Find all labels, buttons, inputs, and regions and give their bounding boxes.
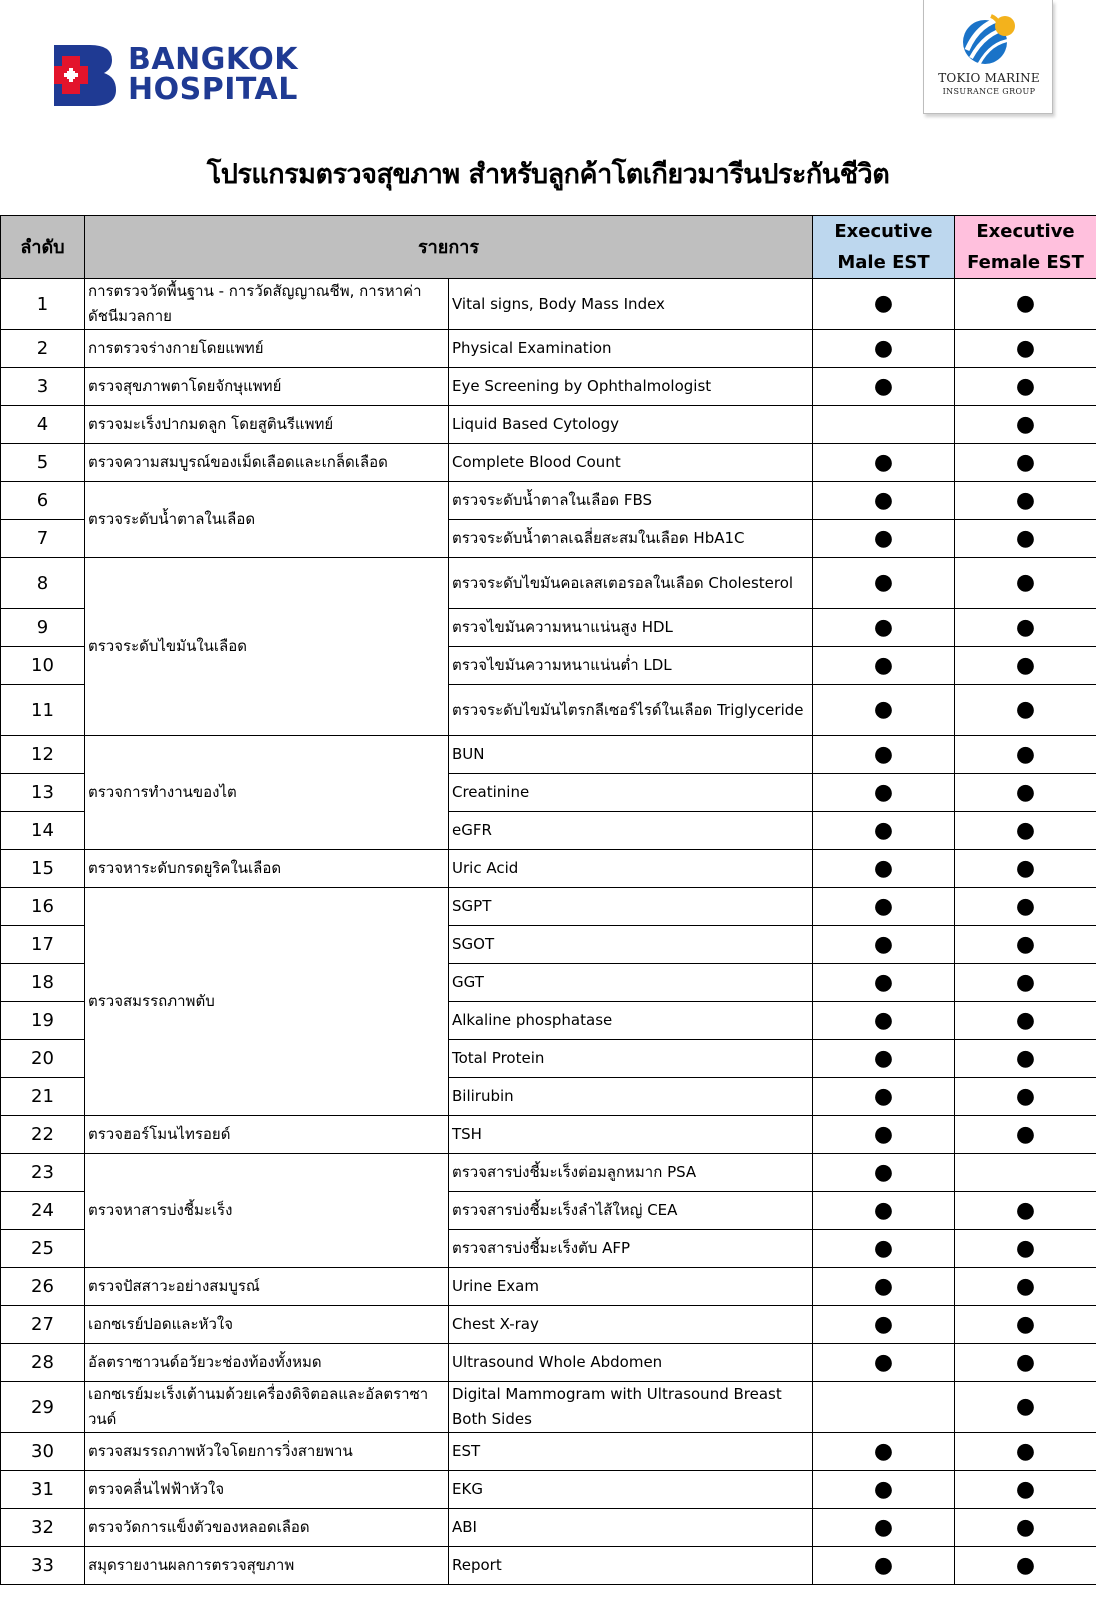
exam-name-thai: สมุดรายงานผลการตรวจสุขภาพ: [85, 1547, 449, 1585]
male-included-cell: [813, 1230, 955, 1268]
table-row: [1, 888, 1096, 926]
included-dot-icon: ●: [873, 1552, 894, 1578]
exam-name-detail: eGFR: [449, 812, 813, 850]
male-included-cell: [813, 1116, 955, 1154]
exam-name-thai: อัลตราซาวนด์อวัยวะช่องท้องทั้งหมด: [85, 1344, 449, 1382]
table-row: [1, 1547, 1096, 1585]
exam-name-detail: ตรวจสารบ่งชี้มะเร็งลำไส้ใหญ่ CEA: [449, 1192, 813, 1230]
included-dot-icon: ●: [1015, 1349, 1036, 1375]
bangkok-hospital-b-icon: [54, 45, 116, 106]
included-dot-icon: ●: [873, 487, 894, 513]
item-number: 23: [1, 1154, 85, 1192]
exam-name-detail: ตรวจระดับไขมันไตรกลีเซอร์ไรด์ในเลือด Triglyceride: [449, 685, 813, 736]
item-number: 21: [1, 1078, 85, 1116]
included-dot-icon: ●: [1015, 969, 1036, 995]
exam-name-thai: ตรวจระดับไขมันในเลือด: [85, 558, 449, 736]
male-included-cell: [813, 520, 955, 558]
item-number: 13: [1, 774, 85, 812]
female-included-cell: [955, 926, 1096, 964]
male-included-cell: [813, 888, 955, 926]
exam-name-detail: Chest X-ray: [449, 1306, 813, 1344]
document-header: [0, 0, 1096, 210]
included-dot-icon: ●: [873, 741, 894, 767]
item-number: 10: [1, 647, 85, 685]
male-included-cell: [813, 736, 955, 774]
exam-name-thai: ตรวจการทำงานของไต: [85, 736, 449, 850]
included-dot-icon: ●: [873, 1476, 894, 1502]
included-dot-icon: ●: [1015, 741, 1036, 767]
table-row: [1, 1382, 1096, 1433]
exam-name-detail: Urine Exam: [449, 1268, 813, 1306]
included-dot-icon: ●: [1015, 931, 1036, 957]
included-dot-icon: ●: [873, 1159, 894, 1185]
table-row: [1, 1116, 1096, 1154]
included-dot-icon: ●: [1015, 1007, 1036, 1033]
item-number: 27: [1, 1306, 85, 1344]
female-included-cell: [955, 1154, 1096, 1192]
table-row: [1, 1306, 1096, 1344]
table-row: [1, 1268, 1096, 1306]
included-dot-icon: ●: [1015, 487, 1036, 513]
header-executive-male: [813, 216, 955, 279]
included-dot-icon: ●: [873, 931, 894, 957]
header-female-line2: Female EST: [967, 252, 1084, 273]
male-included-cell: [813, 1040, 955, 1078]
female-included-cell: [955, 1547, 1096, 1585]
tokio-marine-subtitle: INSURANCE GROUP: [942, 87, 1036, 96]
female-included-cell: [955, 520, 1096, 558]
item-number: 6: [1, 482, 85, 520]
exam-name-thai: ตรวจระดับน้ำตาลในเลือด: [85, 482, 449, 558]
included-dot-icon: ●: [1015, 1121, 1036, 1147]
exam-name-detail: EST: [449, 1433, 813, 1471]
included-dot-icon: ●: [1015, 855, 1036, 881]
included-dot-icon: ●: [873, 335, 894, 361]
male-included-cell: [813, 1382, 955, 1433]
exam-name-detail: ตรวจระดับไขมันคอเลสเตอรอลในเลือด Cholesterol: [449, 558, 813, 609]
header-no: ลำดับ: [1, 216, 85, 279]
female-included-cell: [955, 736, 1096, 774]
item-number: 24: [1, 1192, 85, 1230]
table-row: [1, 444, 1096, 482]
exam-name-detail: Total Protein: [449, 1040, 813, 1078]
included-dot-icon: ●: [873, 1311, 894, 1337]
male-included-cell: [813, 964, 955, 1002]
exam-name-detail: SGOT: [449, 926, 813, 964]
male-included-cell: [813, 850, 955, 888]
male-included-cell: [813, 1268, 955, 1306]
included-dot-icon: ●: [1015, 817, 1036, 843]
included-dot-icon: ●: [1015, 570, 1036, 595]
table-row: [1, 1433, 1096, 1471]
exam-name-detail: Complete Blood Count: [449, 444, 813, 482]
included-dot-icon: ●: [1015, 779, 1036, 805]
item-number: 28: [1, 1344, 85, 1382]
male-included-cell: [813, 1547, 955, 1585]
exam-name-detail: ตรวจระดับน้ำตาลเฉลี่ยสะสมในเลือด HbA1C: [449, 520, 813, 558]
female-included-cell: [955, 888, 1096, 926]
included-dot-icon: ●: [873, 1197, 894, 1223]
exam-name-thai: ตรวจสมรรถภาพตับ: [85, 888, 449, 1116]
male-included-cell: [813, 1192, 955, 1230]
included-dot-icon: ●: [1015, 1197, 1036, 1223]
included-dot-icon: ●: [1015, 525, 1036, 551]
exam-name-thai: การตรวจวัดพื้นฐาน - การวัดสัญญาณชีพ, การหาค่าดัชนีมวลกาย: [85, 279, 449, 330]
exam-name-thai: ตรวจปัสสาวะอย่างสมบูรณ์: [85, 1268, 449, 1306]
included-dot-icon: ●: [1015, 1311, 1036, 1337]
female-included-cell: [955, 1509, 1096, 1547]
male-included-cell: [813, 368, 955, 406]
item-number: 17: [1, 926, 85, 964]
exam-name-detail: ตรวจสารบ่งชี้มะเร็งต่อมลูกหมาก PSA: [449, 1154, 813, 1192]
male-included-cell: [813, 482, 955, 520]
exam-name-thai: ตรวจสมรรถภาพหัวใจโดยการวิ่งสายพาน: [85, 1433, 449, 1471]
table-row: [1, 406, 1096, 444]
exam-name-thai: เอกซเรย์ปอดและหัวใจ: [85, 1306, 449, 1344]
male-included-cell: [813, 1344, 955, 1382]
male-included-cell: [813, 685, 955, 736]
tokio-marine-logo: [923, 0, 1053, 114]
exam-name-detail: Liquid Based Cytology: [449, 406, 813, 444]
included-dot-icon: ●: [1015, 1552, 1036, 1578]
male-included-cell: [813, 812, 955, 850]
exam-name-detail: Report: [449, 1547, 813, 1585]
female-included-cell: [955, 774, 1096, 812]
included-dot-icon: ●: [873, 525, 894, 551]
female-included-cell: [955, 406, 1096, 444]
included-dot-icon: ●: [873, 1273, 894, 1299]
table-row: [1, 1471, 1096, 1509]
female-included-cell: [955, 685, 1096, 736]
item-number: 33: [1, 1547, 85, 1585]
female-included-cell: [955, 558, 1096, 609]
male-included-cell: [813, 558, 955, 609]
included-dot-icon: ●: [1015, 1235, 1036, 1261]
female-included-cell: [955, 1382, 1096, 1433]
table-row: [1, 368, 1096, 406]
bangkok-hospital-line2: HOSPITAL: [128, 72, 298, 107]
included-dot-icon: ●: [873, 697, 894, 722]
table-row: [1, 558, 1096, 609]
included-dot-icon: ●: [1015, 1083, 1036, 1109]
exam-name-detail: Bilirubin: [449, 1078, 813, 1116]
female-included-cell: [955, 1433, 1096, 1471]
female-included-cell: [955, 1116, 1096, 1154]
item-number: 16: [1, 888, 85, 926]
exam-name-detail: Eye Screening by Ophthalmologist: [449, 368, 813, 406]
exam-name-detail: Uric Acid: [449, 850, 813, 888]
included-dot-icon: ●: [1015, 697, 1036, 722]
included-dot-icon: ●: [873, 1045, 894, 1071]
exam-name-detail: Physical Examination: [449, 330, 813, 368]
male-included-cell: [813, 647, 955, 685]
female-included-cell: [955, 330, 1096, 368]
included-dot-icon: ●: [1015, 893, 1036, 919]
included-dot-icon: ●: [873, 1121, 894, 1147]
female-included-cell: [955, 1040, 1096, 1078]
included-dot-icon: ●: [1015, 1514, 1036, 1540]
male-included-cell: [813, 1002, 955, 1040]
table-row: [1, 1154, 1096, 1192]
included-dot-icon: ●: [873, 570, 894, 595]
item-number: 31: [1, 1471, 85, 1509]
male-included-cell: [813, 774, 955, 812]
male-included-cell: [813, 926, 955, 964]
exam-name-detail: EKG: [449, 1471, 813, 1509]
female-included-cell: [955, 812, 1096, 850]
item-number: 14: [1, 812, 85, 850]
included-dot-icon: ●: [873, 1007, 894, 1033]
header-male-line2: Male EST: [837, 252, 930, 273]
male-included-cell: [813, 609, 955, 647]
item-number: 2: [1, 330, 85, 368]
exam-name-detail: SGPT: [449, 888, 813, 926]
table-body: [1, 279, 1096, 1585]
header-item: รายการ: [85, 216, 813, 279]
female-included-cell: [955, 1230, 1096, 1268]
female-included-cell: [955, 1002, 1096, 1040]
table-row: [1, 279, 1096, 330]
exam-name-detail: TSH: [449, 1116, 813, 1154]
item-number: 20: [1, 1040, 85, 1078]
male-included-cell: [813, 1433, 955, 1471]
included-dot-icon: ●: [1015, 449, 1036, 475]
male-included-cell: [813, 1509, 955, 1547]
exam-name-detail: Alkaline phosphatase: [449, 1002, 813, 1040]
exam-name-detail: ตรวจระดับน้ำตาลในเลือด FBS: [449, 482, 813, 520]
exam-name-thai: ตรวจฮอร์โมนไทรอยด์: [85, 1116, 449, 1154]
exam-name-detail: BUN: [449, 736, 813, 774]
table-row: [1, 736, 1096, 774]
included-dot-icon: ●: [873, 1235, 894, 1261]
included-dot-icon: ●: [873, 373, 894, 399]
included-dot-icon: ●: [873, 779, 894, 805]
exam-name-detail: ตรวจไขมันความหนาแน่นต่ำ LDL: [449, 647, 813, 685]
female-included-cell: [955, 647, 1096, 685]
item-number: 25: [1, 1230, 85, 1268]
bangkok-hospital-logo: [54, 42, 314, 107]
exam-name-detail: Creatinine: [449, 774, 813, 812]
table-row: [1, 850, 1096, 888]
included-dot-icon: ●: [873, 449, 894, 475]
table-row: [1, 1509, 1096, 1547]
bangkok-hospital-wordmark: [128, 42, 298, 107]
exam-name-detail: Vital signs, Body Mass Index: [449, 279, 813, 330]
exam-name-thai: เอกซเรย์มะเร็งเต้านมด้วยเครื่องดิจิตอลและอัลตราซาวนด์: [85, 1382, 449, 1433]
included-dot-icon: ●: [1015, 614, 1036, 640]
included-dot-icon: ●: [1015, 652, 1036, 678]
tokio-marine-name: TOKIO MARINE: [938, 71, 1040, 85]
male-included-cell: [813, 406, 955, 444]
female-included-cell: [955, 279, 1096, 330]
included-dot-icon: ●: [1015, 1476, 1036, 1502]
female-included-cell: [955, 850, 1096, 888]
male-included-cell: [813, 330, 955, 368]
table-row: [1, 330, 1096, 368]
included-dot-icon: ●: [873, 1083, 894, 1109]
item-number: 5: [1, 444, 85, 482]
header-female-line1: Executive: [976, 221, 1075, 242]
exam-name-thai: ตรวจความสมบูรณ์ของเม็ดเลือดและเกล็ดเลือด: [85, 444, 449, 482]
female-included-cell: [955, 964, 1096, 1002]
exam-name-detail: ABI: [449, 1509, 813, 1547]
included-dot-icon: ●: [1015, 1394, 1036, 1419]
item-number: 4: [1, 406, 85, 444]
included-dot-icon: ●: [1015, 1045, 1036, 1071]
included-dot-icon: ●: [1015, 335, 1036, 361]
female-included-cell: [955, 482, 1096, 520]
bangkok-hospital-line1: BANGKOK: [128, 42, 298, 77]
header-male-line1: Executive: [834, 221, 933, 242]
item-number: 3: [1, 368, 85, 406]
page-title: โปรแกรมตรวจสุขภาพ สำหรับลูกค้าโตเกียวมารีนประกันชีวิต: [206, 159, 890, 190]
item-number: 15: [1, 850, 85, 888]
exam-name-detail: GGT: [449, 964, 813, 1002]
included-dot-icon: ●: [873, 652, 894, 678]
male-included-cell: [813, 1471, 955, 1509]
female-included-cell: [955, 444, 1096, 482]
exam-name-thai: ตรวจหาระดับกรดยูริคในเลือด: [85, 850, 449, 888]
included-dot-icon: ●: [1015, 1273, 1036, 1299]
health-checkup-table: [0, 215, 1096, 1585]
exam-name-detail: ตรวจไขมันความหนาแน่นสูง HDL: [449, 609, 813, 647]
table-header-row: [1, 216, 1096, 279]
item-number: 19: [1, 1002, 85, 1040]
exam-name-thai: ตรวจสุขภาพตาโดยจักษุแพทย์: [85, 368, 449, 406]
male-included-cell: [813, 1078, 955, 1116]
included-dot-icon: ●: [873, 817, 894, 843]
table-row: [1, 1344, 1096, 1382]
exam-name-thai: การตรวจร่างกายโดยแพทย์: [85, 330, 449, 368]
male-included-cell: [813, 444, 955, 482]
tokio-marine-emblem-icon: [961, 12, 1017, 66]
included-dot-icon: ●: [873, 614, 894, 640]
included-dot-icon: ●: [1015, 373, 1036, 399]
table-row: [1, 482, 1096, 520]
female-included-cell: [955, 368, 1096, 406]
item-number: 26: [1, 1268, 85, 1306]
item-number: 9: [1, 609, 85, 647]
item-number: 32: [1, 1509, 85, 1547]
included-dot-icon: ●: [873, 291, 894, 316]
included-dot-icon: ●: [873, 893, 894, 919]
male-included-cell: [813, 1154, 955, 1192]
included-dot-icon: ●: [1015, 291, 1036, 316]
included-dot-icon: ●: [873, 855, 894, 881]
exam-name-thai: ตรวจคลื่นไฟฟ้าหัวใจ: [85, 1471, 449, 1509]
item-number: 1: [1, 279, 85, 330]
included-dot-icon: ●: [873, 969, 894, 995]
header-executive-female: [955, 216, 1096, 279]
included-dot-icon: ●: [1015, 1438, 1036, 1464]
female-included-cell: [955, 1078, 1096, 1116]
item-number: 30: [1, 1433, 85, 1471]
included-dot-icon: ●: [1015, 411, 1036, 437]
item-number: 11: [1, 685, 85, 736]
item-number: 29: [1, 1382, 85, 1433]
included-dot-icon: ●: [873, 1438, 894, 1464]
exam-name-detail: Digital Mammogram with Ultrasound Breast Both Sides: [449, 1382, 813, 1433]
female-included-cell: [955, 1471, 1096, 1509]
female-included-cell: [955, 1268, 1096, 1306]
exam-name-thai: ตรวจหาสารบ่งชี้มะเร็ง: [85, 1154, 449, 1268]
female-included-cell: [955, 1192, 1096, 1230]
male-included-cell: [813, 1306, 955, 1344]
item-number: 7: [1, 520, 85, 558]
exam-name-thai: ตรวจมะเร็งปากมดลูก โดยสูตินรีแพทย์: [85, 406, 449, 444]
female-included-cell: [955, 609, 1096, 647]
item-number: 22: [1, 1116, 85, 1154]
included-dot-icon: ●: [873, 1349, 894, 1375]
included-dot-icon: ●: [873, 1514, 894, 1540]
female-included-cell: [955, 1306, 1096, 1344]
item-number: 8: [1, 558, 85, 609]
female-included-cell: [955, 1344, 1096, 1382]
item-number: 18: [1, 964, 85, 1002]
exam-name-detail: Ultrasound Whole Abdomen: [449, 1344, 813, 1382]
male-included-cell: [813, 279, 955, 330]
exam-name-detail: ตรวจสารบ่งชี้มะเร็งตับ AFP: [449, 1230, 813, 1268]
exam-name-thai: ตรวจวัดการแข็งตัวของหลอดเลือด: [85, 1509, 449, 1547]
item-number: 12: [1, 736, 85, 774]
